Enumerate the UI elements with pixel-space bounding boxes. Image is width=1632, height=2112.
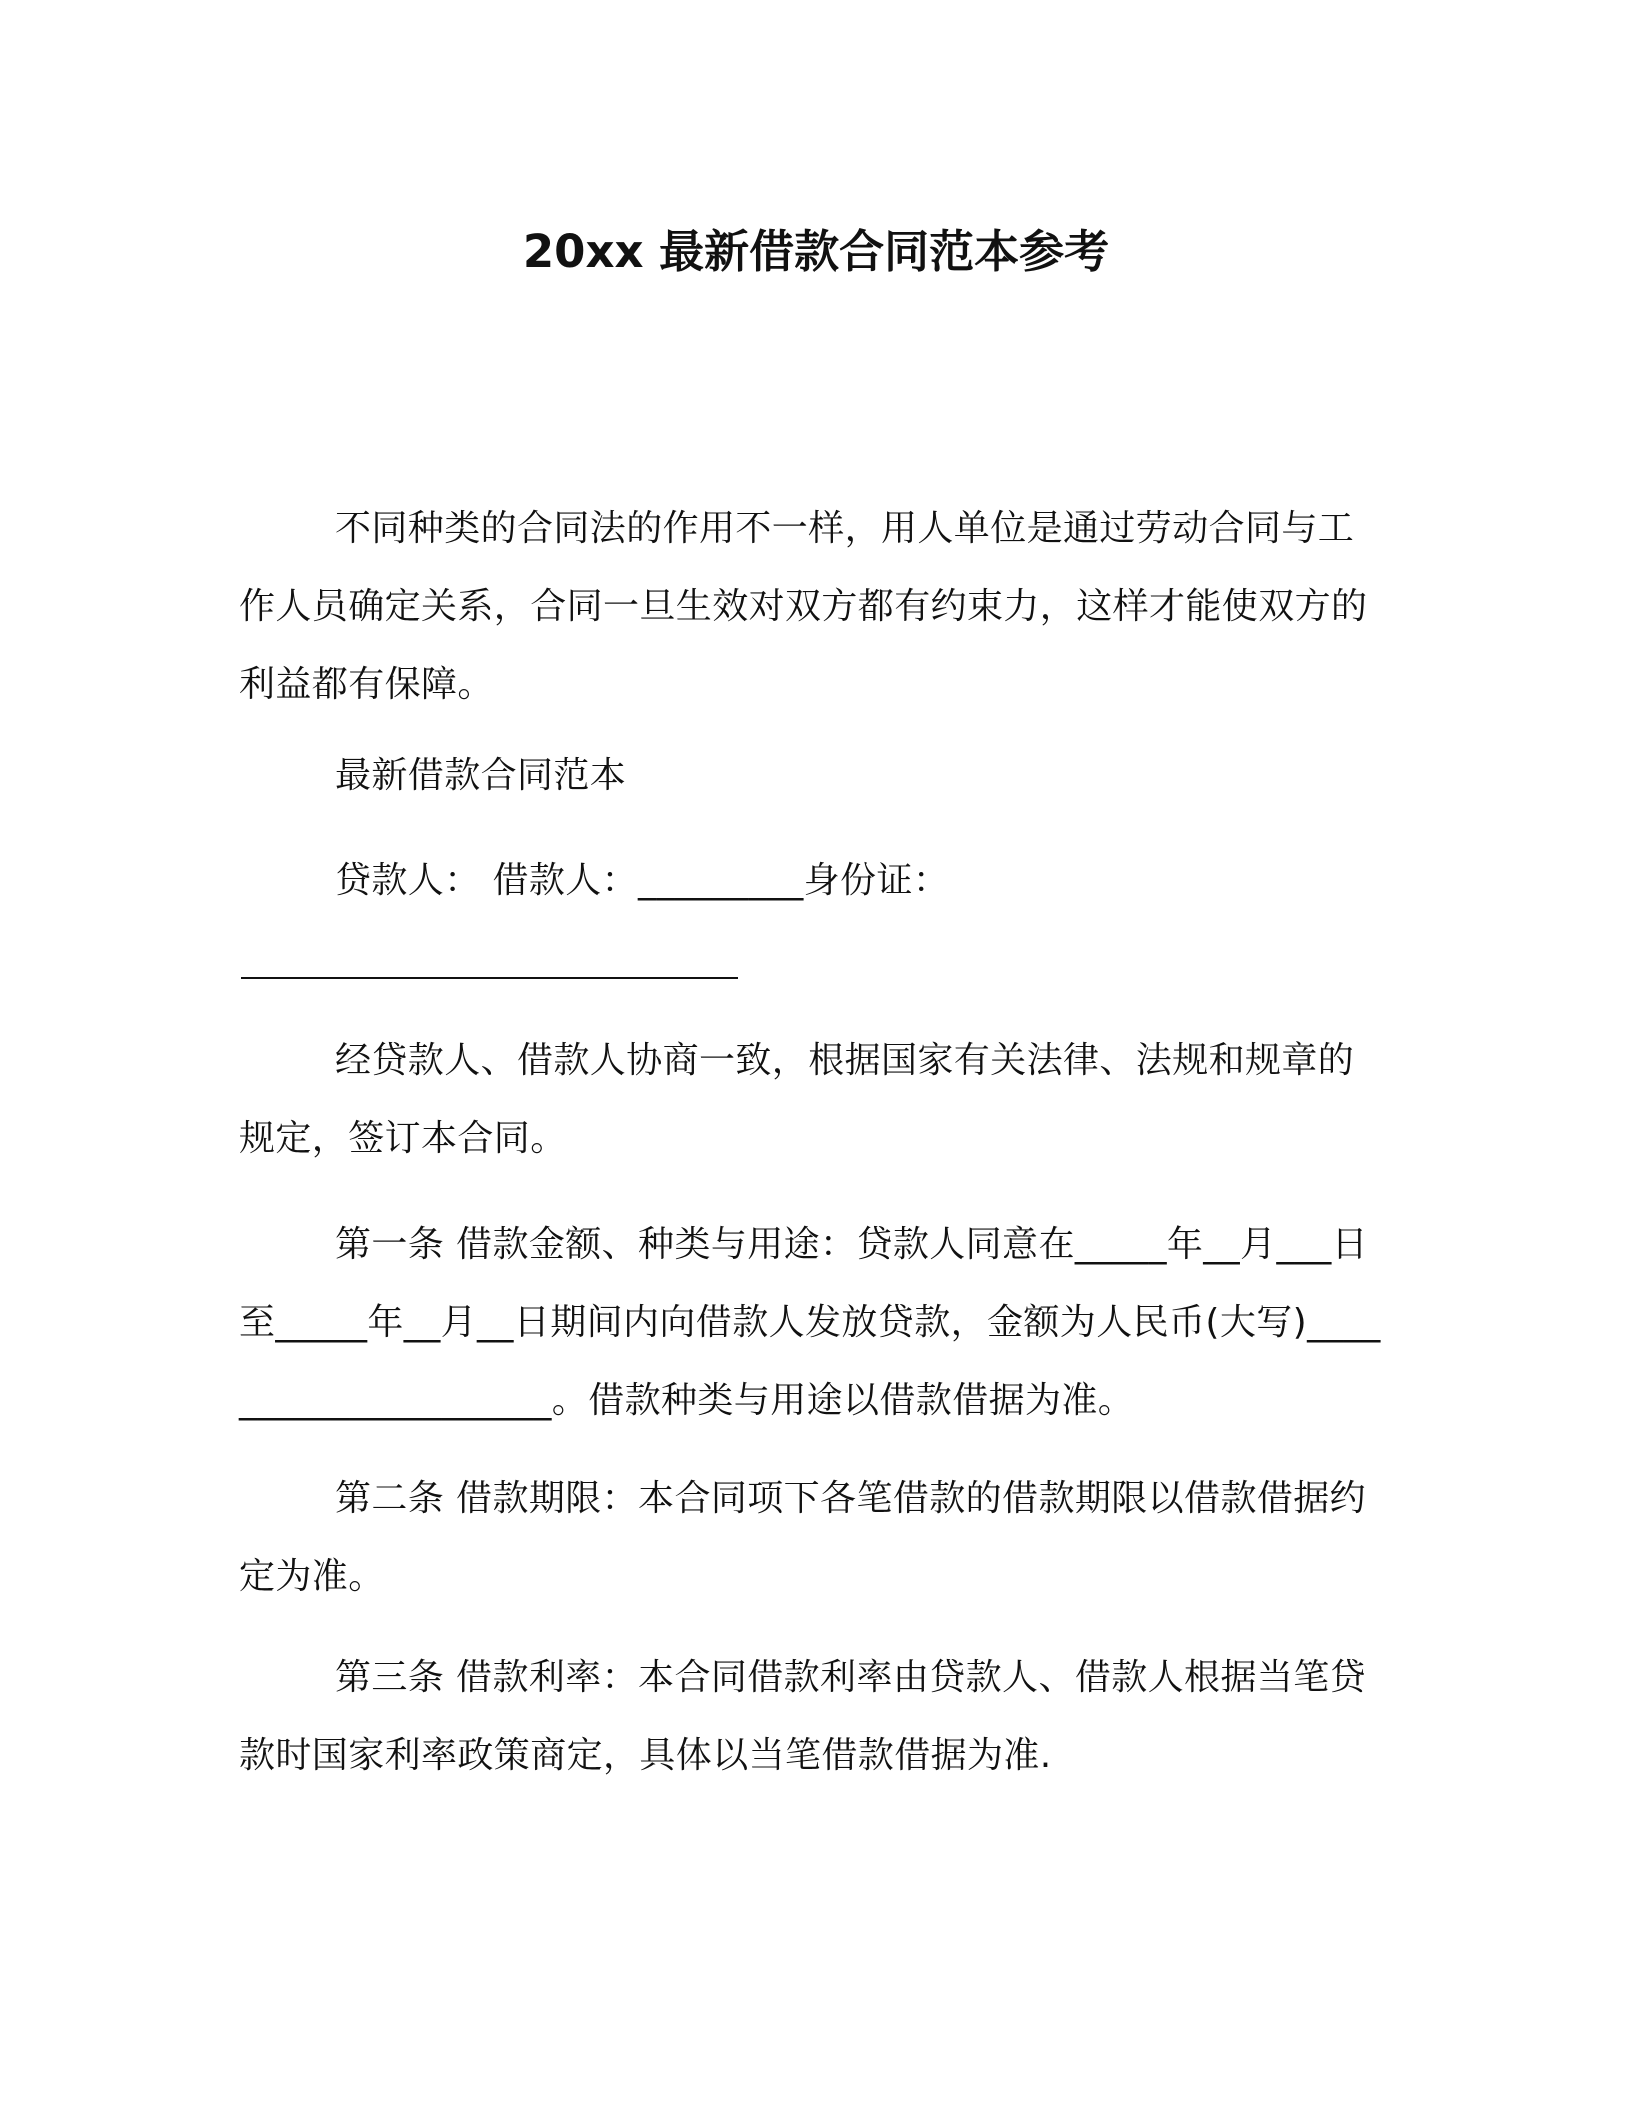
parties-line: 贷款人： 借款人：_________身份证： [335,860,950,901]
article-2-paragraph: 第二条 借款期限：本合同项下各笔借款的借款期限以借款借据约定为准。 [239,1478,1367,1597]
agreement-paragraph: 经贷款人、借款人协商一致，根据国家有关法律、法规和规章的规定，签订本合同。 [239,1040,1355,1159]
id-number-blank [241,977,738,979]
article-1-paragraph: 第一条 借款金额、种类与用途：贷款人同意在_____年__月___日至_____年__月__日期间内向借款人发放贷款，金额为人民币(大写)_____________________。借款种类与用途以借款借据为准。 [239,1224,1381,1421]
article-3-paragraph: 第三条 借款利率：本合同借款利率由贷款人、借款人根据当笔贷款时国家利率政策商定，具体以当笔借款借据为准. [239,1657,1367,1776]
document-title: 20xx 最新借款合同范本参考 [522,225,1110,278]
section-heading: 最新借款合同范本 [335,755,627,796]
intro-paragraph: 不同种类的合同法的作用不一样，用人单位是通过劳动合同与工作人员确定关系，合同一旦生效对双方都有约束力，这样才能使双方的利益都有保障。 [239,508,1368,705]
